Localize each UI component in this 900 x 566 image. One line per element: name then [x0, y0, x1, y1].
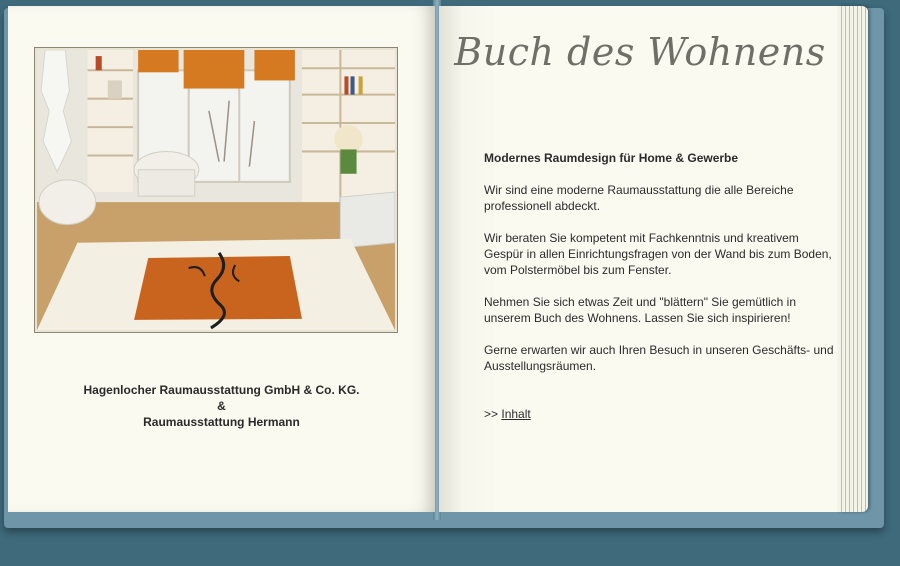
company-ampersand: &	[217, 399, 226, 413]
interior-photo	[34, 47, 398, 333]
section-heading: Modernes Raumdesign für Home & Gewerbe	[484, 151, 739, 165]
page-title: Buch des Wohnens	[454, 30, 826, 74]
inhalt-link[interactable]: Inhalt	[501, 407, 531, 421]
paragraph-1: Wir sind eine moderne Raumausstattung die alle Bereiche professionell abdeckt.	[484, 183, 794, 213]
intro-text	[484, 150, 839, 422]
content-nav	[484, 406, 839, 422]
paragraph-4: Gerne erwarten wir auch Ihren Besuch in unseren Geschäfts- und Ausstellungsräumen.	[484, 343, 834, 373]
nav-prefix: >>	[484, 407, 499, 421]
paragraph-3: Nehmen Sie sich etwas Zeit und "blättern" Sie gemütlich in unserem Buch des Wohnens. Lassen Sie sich inspirieren!	[484, 295, 797, 325]
company-name-2: Raumausstattung Hermann	[143, 415, 300, 429]
paragraph-2: Wir beraten Sie kompetent mit Fachkenntnis und kreativem Gespür in allen Einrichtungsfragen von der Wand bis zum Boden, vom Polstermöbel bis zum Fenster.	[484, 231, 832, 277]
living-room-image	[37, 50, 395, 330]
page-stack	[838, 6, 868, 512]
company-name-1: Hagenlocher Raumausstattung GmbH & Co. KG.	[83, 383, 360, 397]
company-block	[8, 382, 435, 430]
